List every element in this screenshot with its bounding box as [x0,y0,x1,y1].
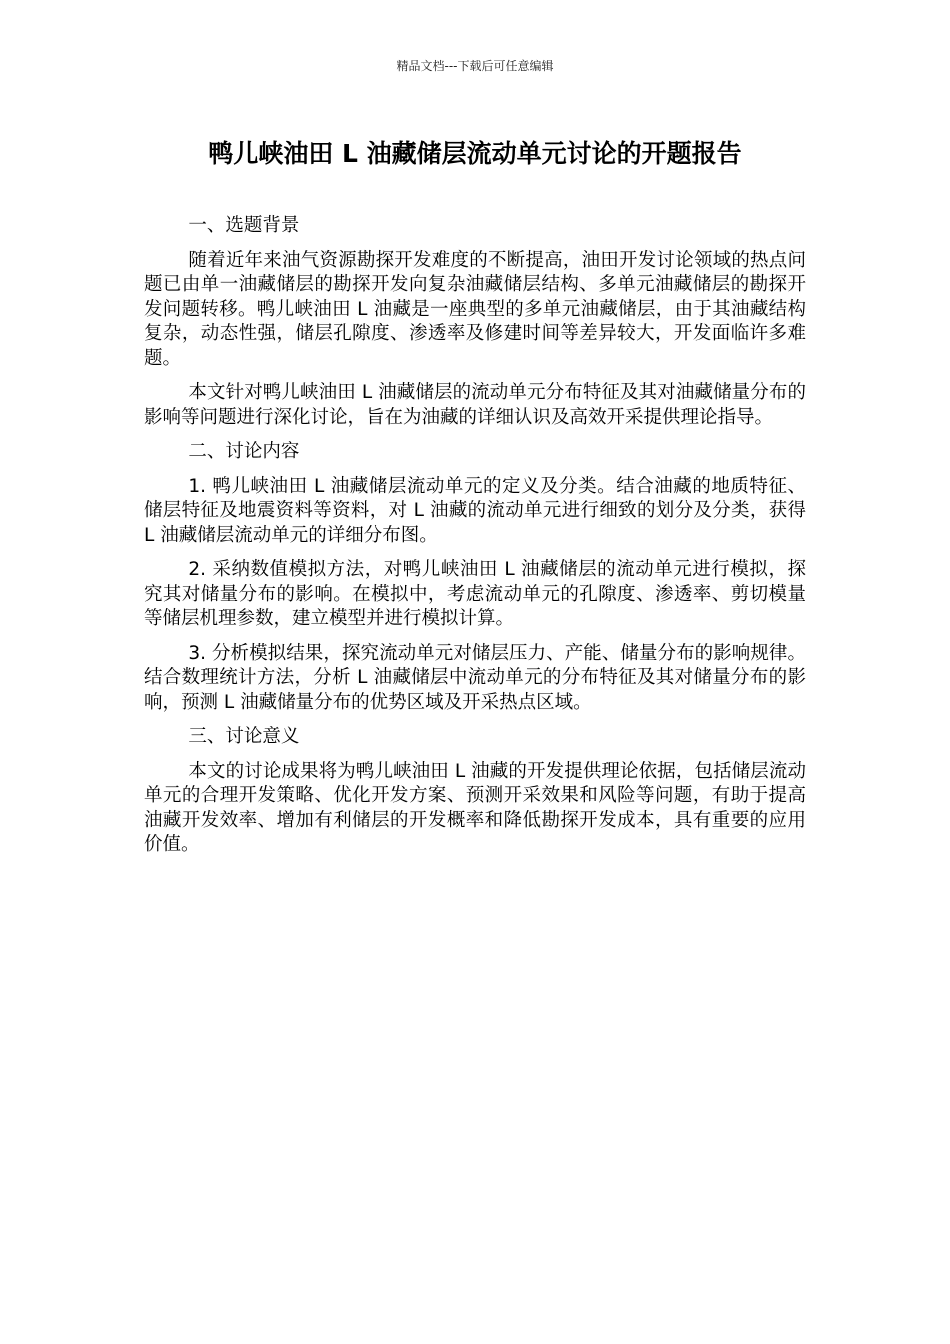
section-heading-significance: 三、讨论意义 [188,726,300,747]
paragraph-background-1: 随着近年来油气资源勘探开发难度的不断提高，油田开发讨论领域的热点问题已由单一油藏储层的勘探开发向复杂油藏储层结构、多单元油藏储层的勘探开发问题转移。鸭儿峡油田 L 油藏是一座典型的多单元油藏储层，由于其油藏结构复杂，动态性强，储层孔隙度、渗透率及修建时间等差异较大，开发面临许多难题。 [144,249,806,369]
section-heading-background: 一、选题背景 [188,215,300,236]
paragraph-significance-1: 本文的讨论成果将为鸭儿峡油田 L 油藏的开发提供理论依据，包括储层流动单元的合理开发策略、优化开发方案、预测开采效果和风险等问题，有助于提高油藏开发效率、增加有利储层的开发概率和降低勘探开发成本，具有重要的应用价值。 [144,760,806,855]
document-body [144,214,806,868]
paragraph-content-item-2: 2. 采纳数值模拟方法，对鸭儿峡油田 L 油藏储层的流动单元进行模拟，探究其对储量分布的影响。在模拟中，考虑流动单元的孔隙度、渗透率、剪切模量等储层机理参数，建立模型并进行模拟计算。 [144,559,806,629]
document-title: 鸭儿峡油田 L 油藏储层流动单元讨论的开题报告 [208,139,742,168]
section-heading-content: 二、讨论内容 [188,441,300,462]
paragraph-content-item-1: 1. 鸭儿峡油田 L 油藏储层流动单元的定义及分类。结合油藏的地质特征、储层特征及地震资料等资料，对 L 油藏的流动单元进行细致的划分及分类，获得 L 油藏储层流动单元的详细分布图。 [144,475,806,546]
header-note: 精品文档---下载后可任意编辑 [396,59,554,73]
paragraph-background-2: 本文针对鸭儿峡油田 L 油藏储层的流动单元分布特征及其对油藏储量分布的影响等问题进行深化讨论，旨在为油藏的详细认识及高效开采提供理论指导。 [144,382,806,428]
paragraph-content-item-3: 3. 分析模拟结果，探究流动单元对储层压力、产能、储量分布的影响规律。结合数理统计方法，分析 L 油藏储层中流动单元的分布特征及其对储量分布的影响，预测 L 油藏储量分布的优势区域及开采热点区域。 [144,642,806,713]
